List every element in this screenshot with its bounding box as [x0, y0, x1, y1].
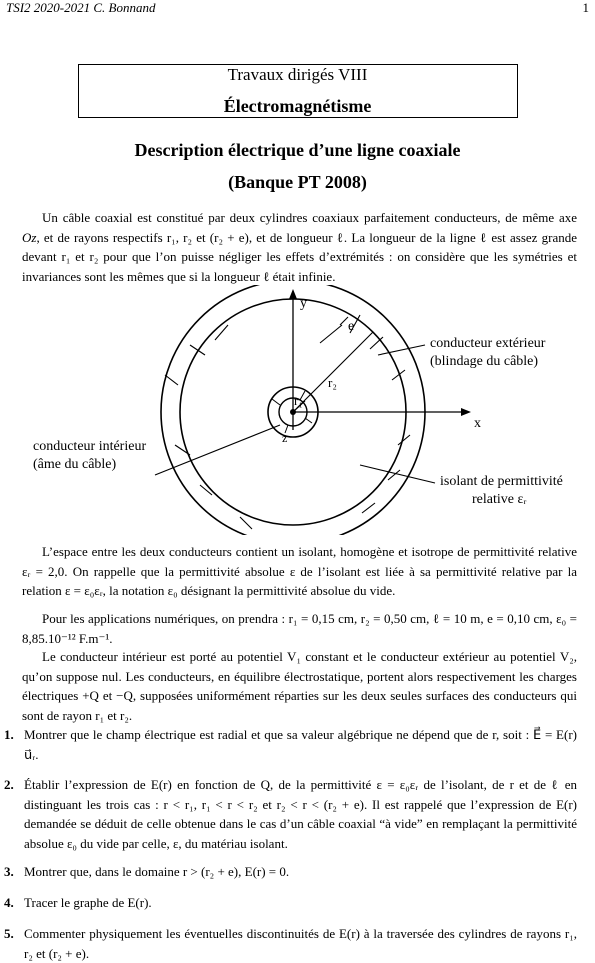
intro-text-b: , et de rayons respectifs r₁, r₂ et (r₂ + e), et de longueur ℓ. La longueur de la ligne ℓ est assez grande devant r₁ et r₂ pour que l’on puisse négliger les effets d’extrémités : on considère que les symétries et invariances sont les mêmes que si la longueur ℓ était infinie. — [22, 229, 577, 284]
exercise-title: Description électrique d’une ligne coaxiale — [134, 140, 461, 160]
question-4 — [4, 893, 577, 913]
r2-label: r₂ — [328, 375, 337, 390]
question-4-number: 4. — [4, 895, 14, 910]
intro-axis-oz: Oz — [22, 229, 37, 245]
outer-conductor-hatching — [165, 315, 410, 529]
question-5 — [4, 924, 577, 963]
z-axis-label: z — [282, 431, 288, 445]
question-5-number: 5. — [4, 926, 14, 941]
header-left: TSI2 2020-2021 C. Bonnand — [6, 0, 156, 15]
x-axis-arrow — [461, 408, 471, 416]
question-2-number: 2. — [4, 777, 14, 792]
question-1-number: 1. — [4, 727, 14, 742]
question-2 — [4, 775, 577, 853]
insulator-label-l2: relative εᵣ — [472, 492, 527, 507]
e-label: e — [348, 319, 355, 334]
e-indicator-line-a — [320, 325, 342, 343]
e-indicator-line-b — [340, 317, 348, 325]
td-title: Travaux dirigés VIII — [227, 65, 368, 84]
y-axis-arrow — [289, 289, 297, 299]
question-4-text: Tracer le graphe de E(r). — [24, 895, 152, 910]
r1-label: r₁ — [294, 393, 303, 408]
exercise-source: (Banque PT 2008) — [228, 172, 367, 192]
question-1-text: Montrer que le champ électrique est radial et que sa valeur algébrique ne dépend que de r, soit : E⃗ = E(r) u⃗ᵣ. — [24, 727, 577, 762]
question-3-number: 3. — [4, 864, 14, 879]
question-1 — [4, 725, 577, 764]
r2-radius-line — [293, 332, 373, 412]
subject-title: Électromagnétisme — [223, 96, 372, 116]
conductors-paragraph: Le conducteur intérieur est porté au potentiel V₁ constant et le conducteur extérieur au potentiel V₂, qu’on suppose nul. Les conducteurs, en équilibre électrostatique, portent alors respectivement les charges électriques +Q et −Q, supposées uniformément réparties sur les deux seules surfaces des conducteurs qui sont de rayon r₁ et r₂. — [22, 649, 577, 723]
intro-paragraph — [22, 208, 577, 286]
question-2-text: Établir l’expression de E(r) en fonction de Q, de la permittivité ε = ε₀εᵣ de l’isolant, de r et de ℓ en distinguant les trois cas : r < r₁, r₁ < r < r₂ et r₂ < r < (r₂ + e). Il est rappelé que l’expression de E(r) demandée se déduit de celle obtenue dans le cas d’un câble coaxial “à vide” en remplaçant la permittivité absolue ε₀ du vide par celle, ε, du matériau isolant. — [24, 777, 577, 851]
question-5-text: Commenter physiquement les éventuelles discontinuités de E(r) à la traversée des cylindres de rayons r₁, r₂ et (r₂ + e). — [24, 926, 577, 961]
intro-text-a: Un câble coaxial est constitué par deux cylindres coaxiaux parfaitement conducteurs, de même axe — [42, 210, 577, 225]
y-axis-label: y — [300, 296, 307, 311]
numerical-values-paragraph: Pour les applications numériques, on prendra : r₁ = 0,15 cm, r₂ = 0,50 cm, ℓ = 10 m, e = 0,10 cm, ε₀ = 8,85.10⁻¹² F.m⁻¹. — [22, 611, 577, 646]
outer-conductor-label-l2: (blindage du câble) — [430, 354, 539, 369]
question-3-text: Montrer que, dans le domaine r > (r₂ + e), E(r) = 0. — [24, 864, 290, 879]
insulator-paragraph: L’espace entre les deux conducteurs contient un isolant, homogène et isotrope de permittivité relative εᵣ = 2,0. On rappelle que la permittivité absolue ε de l’isolant est liée à sa permittivité relative par la relation ε = ε₀εᵣ, la notation ε₀ désignant la permittivité absolue du vide. — [22, 544, 577, 598]
inner-conductor-label-l2: (âme du câble) — [33, 457, 117, 472]
outer-conductor-label-l1: conducteur extérieur — [430, 336, 546, 351]
x-axis-label: x — [474, 416, 481, 431]
coaxial-cable-figure — [0, 285, 595, 535]
inner-conductor-label-l1: conducteur intérieur — [33, 439, 147, 454]
insulator-label-l1: isolant de permittivité — [440, 474, 563, 489]
inner-conductor-pointer — [155, 425, 280, 475]
insulator-pointer — [360, 465, 435, 483]
question-3 — [4, 862, 577, 882]
page-number: 1 — [582, 0, 589, 15]
